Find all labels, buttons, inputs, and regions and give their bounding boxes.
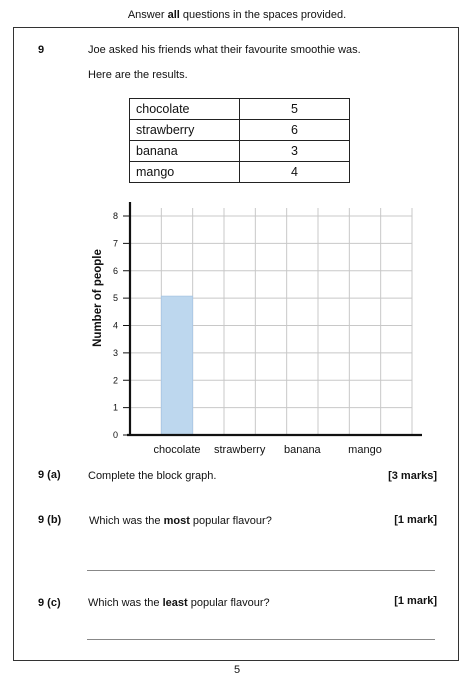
results-intro: Here are the results. — [88, 69, 188, 81]
part-a-text-pre: Complete the block graph. — [88, 470, 217, 482]
table-cell-count: 3 — [240, 141, 350, 162]
x-tick-label: chocolate — [153, 444, 201, 456]
table-row — [130, 162, 350, 183]
y-tick-label: 0 — [112, 430, 118, 440]
y-tick-label: 4 — [112, 320, 118, 331]
part-b-text-post: popular flavour? — [189, 515, 272, 527]
x-tick-label: strawberry — [213, 444, 266, 456]
part-b-marks: [1 mark] — [394, 514, 437, 526]
part-b-answer-line[interactable] — [87, 570, 435, 571]
header-text-post: questions in the spaces provided. — [179, 9, 347, 21]
table-cell-flavour: chocolate — [130, 99, 240, 120]
question-number: 9 — [38, 44, 45, 56]
part-a-number: 9 (a) — [38, 469, 61, 481]
y-tick-label: 2 — [112, 375, 118, 386]
table-cell-count: 6 — [240, 120, 350, 141]
y-axis-title: Number of people — [92, 249, 104, 347]
y-tick-label: 5 — [112, 293, 118, 304]
results-table — [129, 98, 350, 183]
y-tick-label: 3 — [112, 347, 118, 358]
x-tick-label: mango — [348, 444, 382, 456]
part-a-marks: [3 marks] — [388, 470, 437, 482]
page-number: 5 — [233, 664, 241, 676]
part-b-text-bold: most — [163, 515, 190, 527]
part-c-number: 9 (c) — [38, 597, 61, 609]
part-c-text-post: popular flavour? — [187, 597, 270, 609]
header-text-bold: all — [167, 9, 180, 21]
part-b-text-pre: Which was the — [89, 515, 164, 527]
part-c-answer-line[interactable] — [87, 639, 435, 640]
table-cell-flavour: mango — [130, 162, 240, 183]
y-tick-label: 7 — [112, 238, 118, 249]
y-tick-label: 8 — [112, 211, 118, 221]
table-row — [130, 120, 350, 141]
table-cell-count: 4 — [240, 162, 350, 183]
part-c-text-bold: least — [162, 597, 188, 609]
table-row — [130, 141, 350, 162]
y-tick-label: 1 — [112, 402, 118, 413]
table-cell-flavour: banana — [130, 141, 240, 162]
table-cell-flavour: strawberry — [130, 120, 240, 141]
page-header — [0, 9, 474, 21]
table-cell-count: 5 — [240, 99, 350, 120]
part-b-number: 9 (b) — [38, 514, 62, 526]
x-tick-label: banana — [283, 444, 321, 456]
part-c-marks: [1 mark] — [394, 595, 437, 607]
part-b-text — [89, 515, 272, 527]
y-tick-label: 6 — [112, 265, 118, 276]
part-c-text-pre: Which was the — [88, 597, 163, 609]
part-c-text — [88, 597, 270, 609]
table-row — [130, 99, 350, 120]
question-intro: Joe asked his friends what their favourite smoothie was. — [88, 44, 361, 56]
part-a-text — [88, 470, 216, 482]
header-text-pre: Answer — [127, 9, 168, 21]
